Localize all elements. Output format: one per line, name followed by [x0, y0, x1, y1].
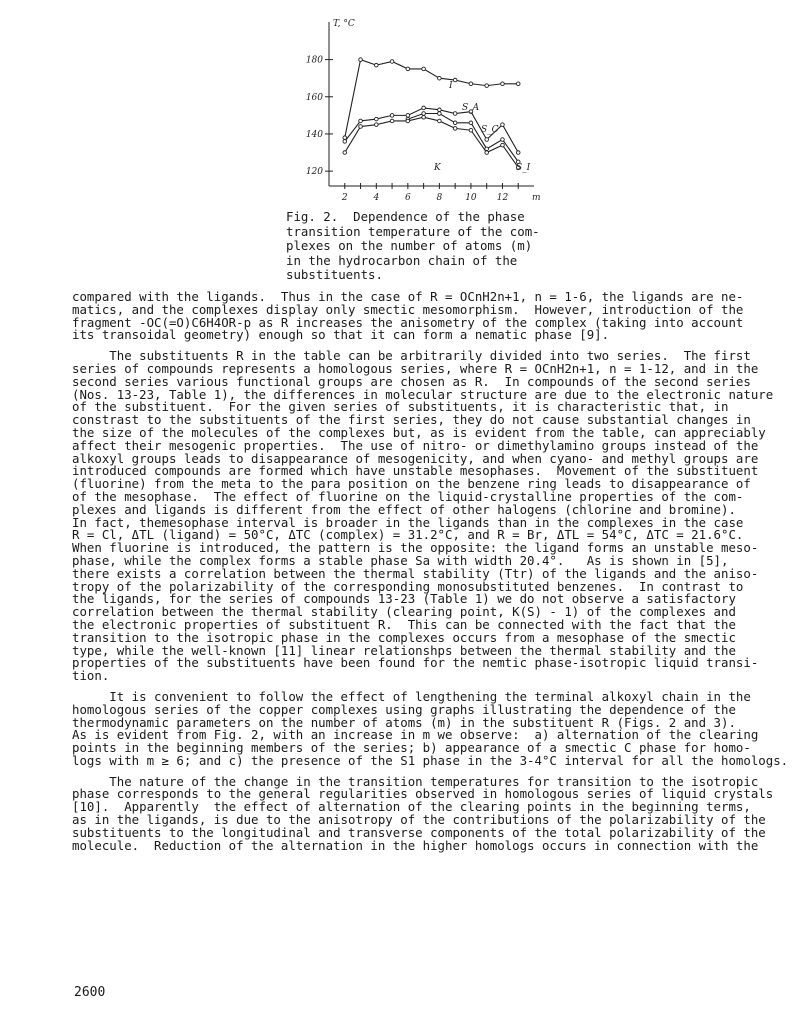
data-point [453, 78, 457, 82]
x-tick-label: 8 [436, 193, 443, 203]
text-line: It is convenient to follow the effect of lengthening the terminal alkoxyl chain in the [72, 688, 751, 704]
phase-transition-figure [286, 10, 546, 210]
curve-label: S_I [516, 163, 531, 173]
text-line: (fluorine) from the meta to the para position on the benzene ring leads to disappearance of [72, 476, 751, 492]
y-tick-label: 160 [305, 92, 323, 103]
text-line: second series various functional groups are chosen as R. In compounds of the second series [72, 373, 751, 389]
text-line: logs with m ≥ 6; and c) the presence of the S1 phase in the 3-4°C interval for all the homologs. [72, 752, 789, 768]
caption-line: Fig. 2. Dependence of the phase [286, 209, 525, 224]
text-line: When fluorine is introduced, the pattern is the opposite: the ligand forms an unstable meso- [72, 540, 759, 556]
data-point [438, 76, 442, 80]
data-point [438, 108, 442, 112]
data-point [438, 112, 442, 116]
text-line: series of compounds represents a homologous series, where R = OCnH2n+1, n = 1-12, and in the [72, 360, 759, 376]
caption-line: in the hydrocarbon chain of the [286, 252, 518, 268]
x-tick-label: 2 [341, 193, 348, 203]
data-point [501, 123, 505, 127]
page-number: 2600 [74, 985, 106, 1000]
data-point [375, 117, 379, 121]
text-line: fragment -OC(=O)C6H4OR-p as R increases the anisometry of the complex (taking into account [72, 314, 744, 330]
text-line: compared with the ligands. Thus in the case of R = OCnH2n+1, n = 1-6, the ligands are ne- [72, 289, 744, 304]
text-line: substituents to the longitudinal and transverse components of the total polarizability of the [72, 824, 766, 840]
data-point [469, 121, 473, 125]
text-line: R = Cl, ΔTL (ligand) = 50°C, ΔTC (complex) = 31.2°C, and R = Br, ΔTL = 54°C, ΔTC = 21.6°C. [72, 527, 744, 543]
x-tick-label: 4 [373, 193, 380, 203]
text-line: type, while the well-known [11] linear relationshps between the thermal stability and the [72, 642, 736, 658]
curve-label: I [449, 81, 453, 91]
data-point [375, 63, 379, 67]
text-line: phase, while the complex forms a stable phase Sa with width 20.4°. As is shown in [5], [72, 552, 729, 568]
caption-line: substituents. [286, 267, 383, 283]
data-point [390, 60, 394, 64]
text-line: As is evident from Fig. 2, with an increase in m we observe: a) alternation of the clearing [72, 727, 759, 743]
data-point [501, 82, 505, 86]
text-line: its transoidal geometry) enough so that it can form a nematic phase [9]. [72, 327, 610, 343]
text-line: The substituents R in the table can be arbitrarily divided into two series. The first [72, 348, 751, 364]
y-axis-label: T, °C [333, 19, 355, 29]
data-point [485, 151, 489, 155]
paragraph [72, 773, 774, 853]
data-point [422, 106, 426, 110]
text-line: introduced compounds are formed which have unstable mesophases. Movement of the substituent [72, 463, 759, 479]
paragraph [72, 688, 789, 768]
data-point [343, 151, 347, 155]
text-line: there exists a correlation between the thermal stability (Ttr) of the ligands and the aniso- [72, 565, 759, 581]
text-line: the size of the molecules of the complexes but, as is evident from the table, can appreciably [72, 424, 766, 440]
text-line: points in the beginning members of the series; b) appearance of a smectic C phase for homo- [72, 740, 751, 756]
data-point [501, 143, 505, 147]
data-point [406, 119, 410, 123]
data-point [359, 125, 363, 129]
text-line: matics, and the complexes display only smectic mesomorphism. However, introduction of the [72, 301, 744, 317]
data-point [516, 82, 520, 86]
data-point [375, 123, 379, 127]
data-point [359, 58, 363, 62]
text-line: as in the ligands, is due to the anisotropy of the contributions of the polarizability of the [72, 812, 766, 828]
data-point [390, 119, 394, 123]
text-line: alkoxyl groups leads to disappearance of mesogenicity, and when cyano- and methyl groups are [72, 450, 759, 466]
x-axis-label: m [532, 193, 541, 203]
text-line: plexes and ligands is different from the effect of other halogens (chlorine and bromine). [72, 501, 736, 517]
text-line: the ligands, for the series of compounds 13-23 (Table 1) we do not observe a satisfactory [72, 591, 736, 607]
text-line: molecule. Reduction of the alternation in the higher homologs occurs in connection with the [72, 837, 759, 853]
text-line: homologous series of the copper complexes using graphs illustrating the dependence of the [72, 701, 736, 717]
y-tick-label: 180 [305, 55, 323, 66]
curve-label: K [434, 163, 441, 173]
data-point [390, 114, 394, 118]
data-point [453, 121, 457, 125]
phase-transition-chart [286, 10, 546, 210]
data-point [453, 112, 457, 116]
text-line: properties of the substituents have been found for the nemtic phase-isotropic liquid transi- [72, 655, 759, 671]
text-line: of the substituent. For the given series of substituents, it is characteristic that, in [72, 399, 729, 415]
data-point [501, 138, 505, 142]
paragraph [72, 350, 772, 683]
curve-label: S_A [462, 103, 480, 113]
text-line: (Nos. 13-23, Table 1), the differences in molecular structure are due to the electronic nature [72, 386, 774, 402]
text-line: of the mesophase. The effect of fluorine on the liquid-crystalline properties of the com- [72, 488, 744, 504]
data-point [406, 114, 410, 118]
data-point [469, 128, 473, 132]
data-point [485, 138, 489, 142]
body-text [72, 289, 789, 853]
x-tick-label: 10 [465, 193, 477, 203]
data-point [516, 151, 520, 155]
caption-line: plexes on the number of atoms (m) [286, 238, 533, 254]
data-point [438, 119, 442, 123]
text-line: [10]. Apparently the effect of alternation of the clearing points in the beginning terms, [72, 799, 751, 815]
data-point [359, 119, 363, 123]
data-point [453, 127, 457, 131]
y-tick-label: 120 [305, 167, 323, 178]
x-tick-label: 12 [496, 193, 509, 203]
text-line: The nature of the change in the transition temperatures for transition to the isotropic [72, 773, 759, 789]
data-point [343, 140, 347, 144]
curve-label: S_C [481, 125, 499, 135]
caption-line: transition temperature of the com- [286, 223, 540, 239]
y-tick-label: 140 [305, 129, 323, 140]
text-line: constrast to the substituents of the first series, they do not cause substantial changes in [72, 412, 751, 428]
text-line: tropy of the polarizability of the corresponding monosubstituted benzenes. In contrast to [72, 578, 744, 594]
data-point [422, 67, 426, 71]
text-line: phase corresponds to the general regularities observed in homologous series of liquid crystals [72, 786, 774, 802]
data-point [469, 82, 473, 86]
figure-caption [286, 210, 556, 283]
text-line: In fact, themesophase interval is broader in the ligands than in the complexes in the case [72, 514, 744, 530]
text-line: transition to the isotropic phase in the complexes occurs from a mesophase of the smectic [72, 629, 736, 645]
data-point [406, 67, 410, 71]
text-line: tion. [72, 668, 110, 684]
text-line: affect their mesogenic properties. The use of nitro- or dimethylamino groups instead of the [72, 437, 759, 453]
text-line: the electronic properties of substituent R. This can be connected with the fact that the [72, 616, 736, 632]
data-point [422, 115, 426, 119]
data-point [485, 84, 489, 88]
data-point [422, 112, 426, 116]
x-tick-label: 6 [404, 193, 411, 203]
text-line: thermodynamic parameters on the number of atoms (m) in the substituent R (Figs. 2 and 3). [72, 714, 736, 730]
text-line: correlation between the thermal stability (clearing point, K(S) - 1) of the complexes and [72, 604, 736, 620]
paragraph [72, 291, 772, 342]
